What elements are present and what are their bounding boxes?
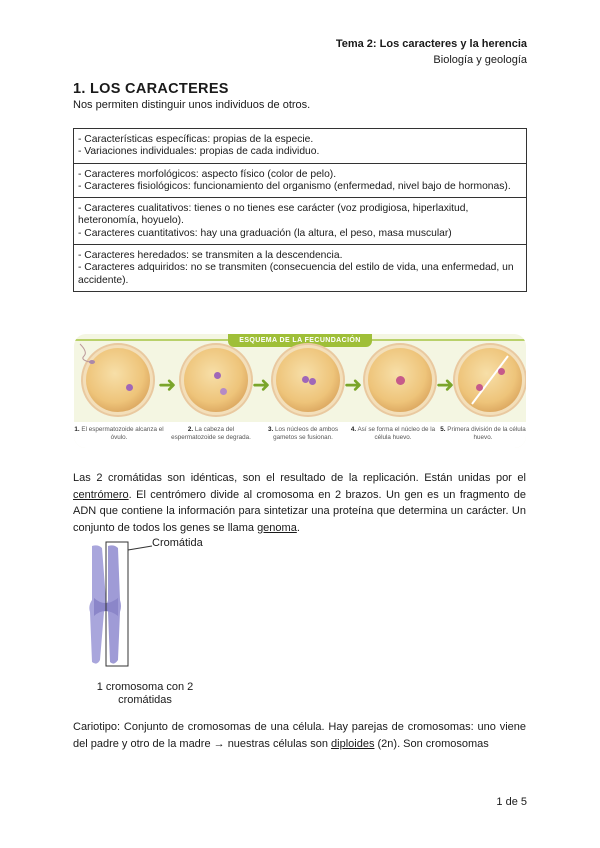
chromosome-diagram xyxy=(80,540,240,685)
table-line: - Caracteres adquiridos: no se transmiten (consecuencia del estilo de vida, una enfermedad, un accidente). xyxy=(78,262,514,286)
table-row xyxy=(74,198,526,245)
figure-caption: 5. Primera división de la célula huevo. xyxy=(440,426,526,441)
sperm-icon xyxy=(78,342,108,366)
table-row xyxy=(74,245,526,292)
table-line: - Caracteres fisiológicos: funcionamiento del organismo (enfermedad, nivel bajo de hormonas). xyxy=(78,180,511,192)
division-line xyxy=(458,348,522,412)
table-line: - Caracteres cuantitativos: hay una graduación (la altura, el peso, masa muscular) xyxy=(78,227,452,239)
nucleus xyxy=(214,372,221,379)
page-header xyxy=(336,36,527,68)
figure-caption: 1. El espermatozoide alcanza el óvulo. xyxy=(74,426,164,441)
figure-caption: 4. Así se forma el núcleo de la célula huevo. xyxy=(350,426,436,441)
paragraph-karyotype: Cariotipo: Conjunto de cromosomas de una célula. Hay parejas de cromosomas: uno viene del padre y otro de la madre → nuestras células son diploides (2n). Son cromosomas xyxy=(73,721,526,750)
nucleus xyxy=(302,376,309,383)
table-line: - Caracteres heredados: se transmiten a la descendencia. xyxy=(78,250,343,262)
table-line: - Caracteres morfológicos: aspecto físico (color de pelo). xyxy=(78,168,337,180)
table-row xyxy=(74,129,526,164)
term-diploides: diploides xyxy=(331,737,375,750)
table-row xyxy=(74,164,526,199)
table-line: - Variaciones individuales: propias de cada individuo. xyxy=(78,146,320,158)
arrow-icon: ➜ xyxy=(252,372,271,397)
chromosome-caption: 1 cromosoma con 2 cromátidas xyxy=(96,681,194,706)
figure-caption: 3. Los núcleos de ambos gametos se fusionan. xyxy=(267,426,339,441)
section-title: 1. LOS CARACTERES xyxy=(73,81,229,97)
fertilization-figure xyxy=(74,334,526,448)
chromatid-label: Cromátida xyxy=(152,537,203,549)
nucleus xyxy=(476,384,483,391)
nucleus xyxy=(498,368,505,375)
ovum-illustration xyxy=(276,348,340,412)
arrow-icon: ➜ xyxy=(344,372,363,397)
paragraph-chromatids: Las 2 cromátidas son idénticas, son el resultado de la replicación. Están unidas por el centrómero. El centrómero divide al cromosoma en 2 brazos. Un gen es un fragmento de ADN que contiene la información para sintetizar una proteína que determina un carácter. Un conjunto de todos los genes se llama genoma. xyxy=(73,472,526,534)
term-centromero: centrómero xyxy=(73,488,129,501)
nucleus xyxy=(220,388,227,395)
nucleus xyxy=(126,384,133,391)
table-line: - Características específicas: propias de la especie. xyxy=(78,134,314,145)
ovum-illustration xyxy=(86,348,150,412)
section-intro: Nos permiten distinguir unos individuos de otros. xyxy=(73,99,311,111)
nucleus xyxy=(396,376,405,385)
arrow-icon: ➜ xyxy=(436,372,455,397)
ovum-illustration xyxy=(368,348,432,412)
header-subject: Biología y geología xyxy=(433,54,527,66)
header-topic: Tema 2: Los caracteres y la herencia xyxy=(335,38,527,50)
figure-banner: ESQUEMA DE LA FECUNDACIÓN xyxy=(228,334,372,347)
ovum-illustration xyxy=(184,348,248,412)
term-genoma: genoma xyxy=(257,521,297,534)
figure-caption: 2. La cabeza del espermatozoide se degrada. xyxy=(171,426,251,441)
characters-table xyxy=(73,128,527,292)
arrow-icon: ➜ xyxy=(158,372,177,397)
nucleus xyxy=(309,378,316,385)
page-number: 1 de 5 xyxy=(496,796,527,808)
table-line: - Caracteres cualitativos: tienes o no tienes ese carácter (voz prodigiosa, hiperlaxitud, heteronomía, hoyuelo). xyxy=(78,203,469,227)
ovum-illustration xyxy=(458,348,522,412)
